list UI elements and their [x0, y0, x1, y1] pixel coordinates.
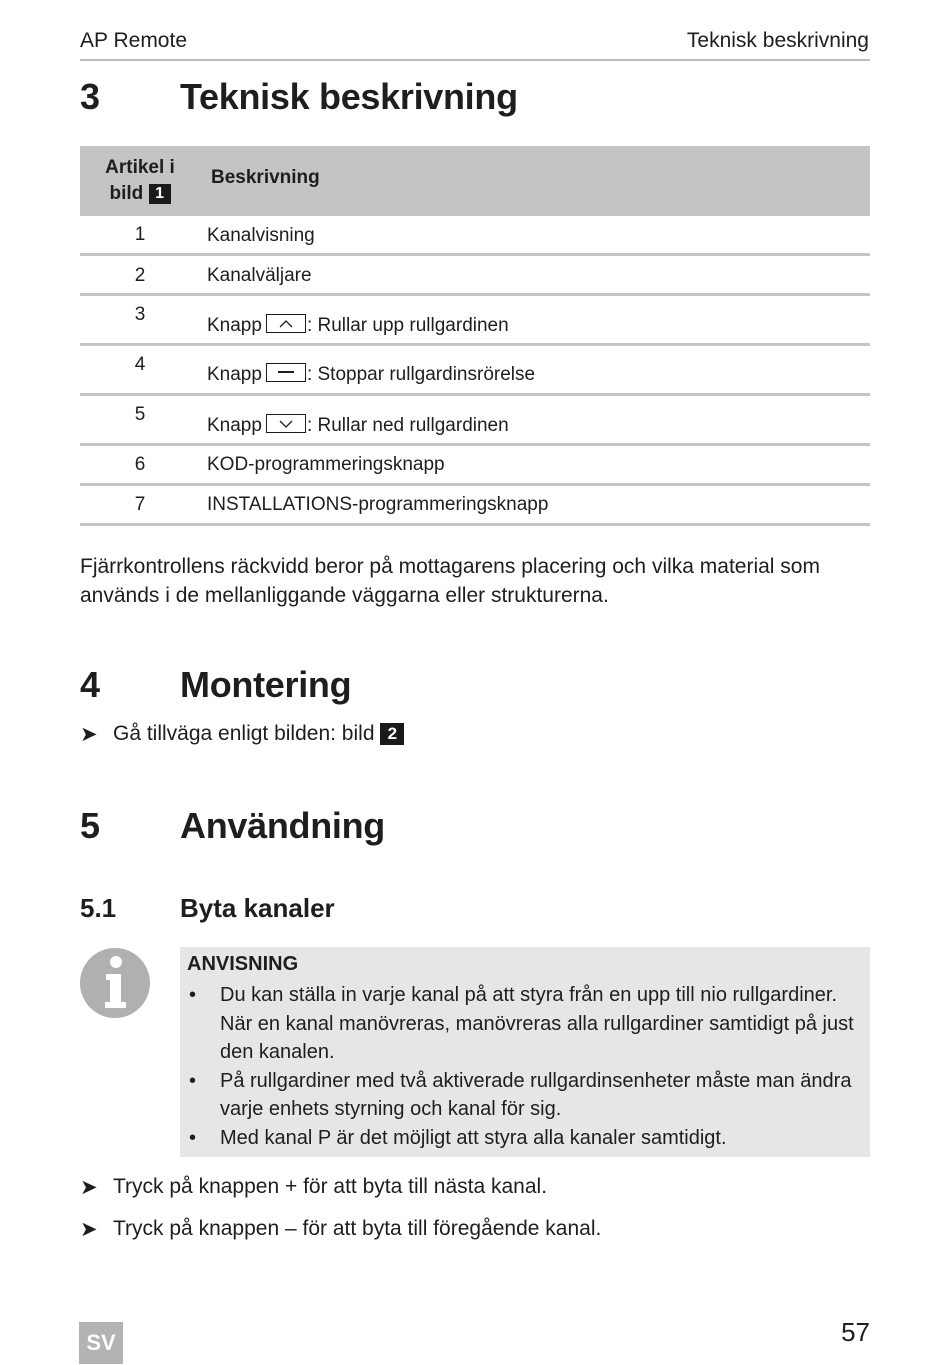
section-5-1-heading: [80, 893, 870, 925]
table-row: [80, 396, 870, 446]
row-number: 1: [134, 224, 146, 245]
section-number: 3: [80, 76, 100, 117]
row-action-text: : Rullar upp rullgardinen: [306, 315, 509, 336]
table-row: [80, 446, 870, 486]
table-row: [80, 346, 870, 396]
row-knapp-label: Knapp: [207, 315, 262, 336]
arrow-icon: ➤: [80, 723, 98, 746]
row-description: Kanalväljare: [207, 265, 312, 286]
language-badge: SV: [79, 1322, 123, 1364]
instruction-step: [80, 1217, 870, 1247]
table-row: [80, 486, 870, 526]
section-title: Teknisk beskrivning: [180, 76, 518, 117]
row-action-text: : Rullar ned rullgardinen: [306, 415, 509, 436]
figure-badge: 2: [380, 723, 404, 745]
section-number: 4: [80, 664, 100, 705]
figure-badge: 1: [149, 184, 171, 204]
row-number: 5: [134, 404, 146, 425]
section-title: Användning: [180, 805, 385, 846]
bullet: •: [189, 984, 197, 1006]
page-number: 57: [841, 1317, 870, 1347]
row-number: 4: [134, 354, 146, 375]
info-icon: [79, 947, 151, 1019]
list-item-text: Med kanal P är det möjligt att styra alla kanaler samtidigt.: [220, 1126, 727, 1149]
row-number: 3: [134, 304, 146, 325]
row-description: INSTALLATIONS-programmeringsknapp: [207, 494, 549, 515]
header-section: Teknisk beskrivning: [686, 29, 869, 52]
column-header-description: Beskrivning: [211, 167, 320, 188]
note-title: ANVISNING: [187, 953, 299, 975]
column-header-line1: Artikel i: [105, 157, 175, 178]
header-title: AP Remote: [80, 29, 187, 52]
chevron-down-icon: [266, 414, 306, 433]
chevron-up-icon: [266, 314, 306, 333]
row-description: KOD-programmeringsknapp: [207, 454, 445, 475]
instruction-label: Gå tillväga enligt bilden: bild: [113, 722, 375, 745]
header-divider: [80, 59, 870, 61]
column-header-bild: bild: [109, 183, 144, 204]
table-row: [80, 216, 870, 256]
table-row: [80, 296, 870, 346]
list-item-text: På rullgardiner med två aktiverade rullgardinsenheter måste man ändra varje enhets styrning och kanal för sig.: [220, 1069, 852, 1120]
row-description: [207, 314, 509, 337]
note-list: [180, 981, 870, 1152]
table-header: [80, 146, 870, 216]
bullet: •: [189, 1069, 197, 1092]
range-paragraph-line: används i de mellanliggande väggarna eller strukturerna.: [80, 584, 609, 607]
column-header-item: [80, 155, 200, 207]
column-header-line2: [80, 181, 200, 207]
section-5-heading: [80, 805, 870, 849]
range-paragraph-line: Fjärrkontrollens räckvidd beror på mottagarens placering och vilka material som: [80, 555, 820, 578]
row-knapp-label: Knapp: [207, 364, 262, 385]
section-number: 5: [80, 805, 100, 846]
section-title: Montering: [180, 664, 352, 705]
bullet: •: [189, 1126, 197, 1149]
row-number: 2: [134, 265, 146, 286]
note-box: [180, 947, 870, 1157]
instruction-step: [80, 1175, 870, 1205]
instruction-text: Tryck på knappen + för att byta till nästa kanal.: [113, 1175, 548, 1198]
instruction-step: [80, 722, 870, 752]
list-item: [180, 981, 870, 1067]
row-number: 6: [134, 454, 146, 475]
arrow-icon: ➤: [80, 1218, 98, 1241]
list-item: [180, 1124, 870, 1153]
instruction-text: [113, 722, 404, 746]
section-title: Byta kanaler: [180, 893, 335, 923]
instruction-text: Tryck på knappen – för att byta till föregående kanal.: [113, 1217, 602, 1240]
row-number: 7: [134, 494, 146, 515]
arrow-icon: ➤: [80, 1176, 98, 1199]
section-number: 5.1: [80, 893, 117, 923]
row-description: Kanalvisning: [207, 225, 315, 246]
list-item-text: Du kan ställa in varje kanal på att styra från en upp till nio rullgardiner. När en kanal manövreras, manövreras alla rullgardiner samtidigt på just den kanalen.: [220, 984, 854, 1063]
row-description: [207, 363, 535, 386]
section-4-heading: [80, 664, 870, 708]
row-action-text: : Stoppar rullgardinsrörelse: [306, 364, 536, 385]
minus-icon: [266, 363, 306, 382]
table-row: [80, 256, 870, 296]
row-knapp-label: Knapp: [207, 415, 262, 436]
section-3-heading: [80, 76, 870, 120]
list-item: [180, 1067, 870, 1124]
description-table: [80, 146, 870, 526]
row-description: [207, 414, 509, 437]
range-paragraph: [80, 552, 870, 610]
